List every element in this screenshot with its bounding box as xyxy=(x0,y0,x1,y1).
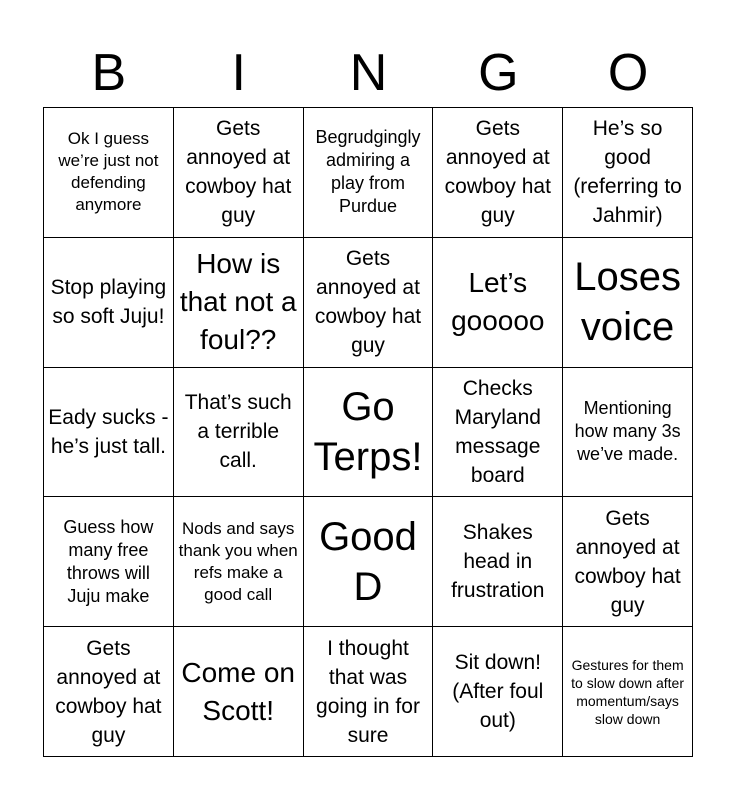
cell-text: Ok I guess we’re just not defending anymore xyxy=(58,129,159,215)
bingo-cell-r1-c4[interactable] xyxy=(433,108,563,238)
cell-text: That’s such a terrible call. xyxy=(184,391,292,473)
bingo-cell-r2-c3[interactable] xyxy=(304,238,434,368)
bingo-cell-r5-c5[interactable] xyxy=(563,627,693,757)
bingo-cell-r3-c5[interactable] xyxy=(563,368,693,498)
cell-text: Mentioning how many 3s we’ve made. xyxy=(574,398,681,465)
bingo-cell-r1-c5[interactable] xyxy=(563,108,693,238)
bingo-cell-r2-c4[interactable] xyxy=(433,238,563,368)
bingo-cell-r5-c3[interactable] xyxy=(304,627,434,757)
cell-text: He’s so good (referring to Jahmir) xyxy=(573,117,682,228)
header-letter-g: G xyxy=(478,44,519,102)
bingo-cell-r1-c3[interactable] xyxy=(304,108,434,238)
cell-text: I thought that was going in for sure xyxy=(316,636,420,747)
bingo-cell-r5-c2[interactable] xyxy=(174,627,304,757)
bingo-header xyxy=(44,38,693,108)
bingo-cell-r4-c1[interactable] xyxy=(44,497,174,627)
cell-text: Good D xyxy=(319,514,417,609)
cell-text: Shakes head in frustration xyxy=(451,521,545,603)
bingo-cell-r1-c2[interactable] xyxy=(174,108,304,238)
bingo-cell-r4-c2[interactable] xyxy=(174,497,304,627)
cell-text: Gets annoyed at cowboy hat guy xyxy=(185,117,292,228)
cell-text: Gestures for them to slow down after momentum/says slow down xyxy=(571,656,685,727)
cell-text: Eady sucks - he’s just tall. xyxy=(48,405,169,458)
cell-text: Come on Scott! xyxy=(181,656,295,726)
cell-text: Loses voice xyxy=(574,255,681,350)
bingo-cell-r4-c3[interactable] xyxy=(304,497,434,627)
header-letter-b: B xyxy=(91,44,127,102)
bingo-cell-r2-c5[interactable] xyxy=(563,238,693,368)
bingo-cell-r4-c5[interactable] xyxy=(563,497,693,627)
bingo-cell-r1-c1[interactable] xyxy=(44,108,174,238)
bingo-cell-r3-c3[interactable] xyxy=(304,368,434,498)
header-letter-i: I xyxy=(231,44,246,102)
cell-text: How is that not a foul?? xyxy=(179,248,297,356)
bingo-cell-r5-c4[interactable] xyxy=(433,627,563,757)
cell-text: Gets annoyed at cowboy hat guy xyxy=(314,247,422,358)
bingo-cell-r3-c4[interactable] xyxy=(433,368,563,498)
cell-text: Gets annoyed at cowboy hat guy xyxy=(444,117,551,228)
bingo-cell-r2-c2[interactable] xyxy=(174,238,304,368)
cell-text: Sit down! (After foul out) xyxy=(452,651,544,733)
bingo-cell-r3-c1[interactable] xyxy=(44,368,174,498)
cell-text: Begrudgingly admiring a play from Purdue xyxy=(315,127,421,217)
cell-text: Let’s gooooo xyxy=(451,267,545,337)
bingo-grid xyxy=(43,107,693,757)
cell-text: Guess how many free throws will Juju make xyxy=(63,516,154,606)
cell-text: Checks Maryland message board xyxy=(454,376,541,487)
header-letter-o: O xyxy=(607,44,649,102)
cell-text: Stop playing so soft Juju! xyxy=(50,276,167,329)
cell-text: Go Terps! xyxy=(313,384,423,479)
cell-text: Gets annoyed at cowboy hat guy xyxy=(574,506,681,617)
bingo-cell-r2-c1[interactable] xyxy=(44,238,174,368)
bingo-cell-r4-c4[interactable] xyxy=(433,497,563,627)
bingo-cell-r3-c2[interactable] xyxy=(174,368,304,498)
bingo-cell-r5-c1[interactable] xyxy=(44,627,174,757)
header-letter-n: N xyxy=(349,44,388,102)
cell-text: Gets annoyed at cowboy hat guy xyxy=(55,636,162,747)
cell-text: Nods and says thank you when refs make a good call xyxy=(178,518,298,604)
